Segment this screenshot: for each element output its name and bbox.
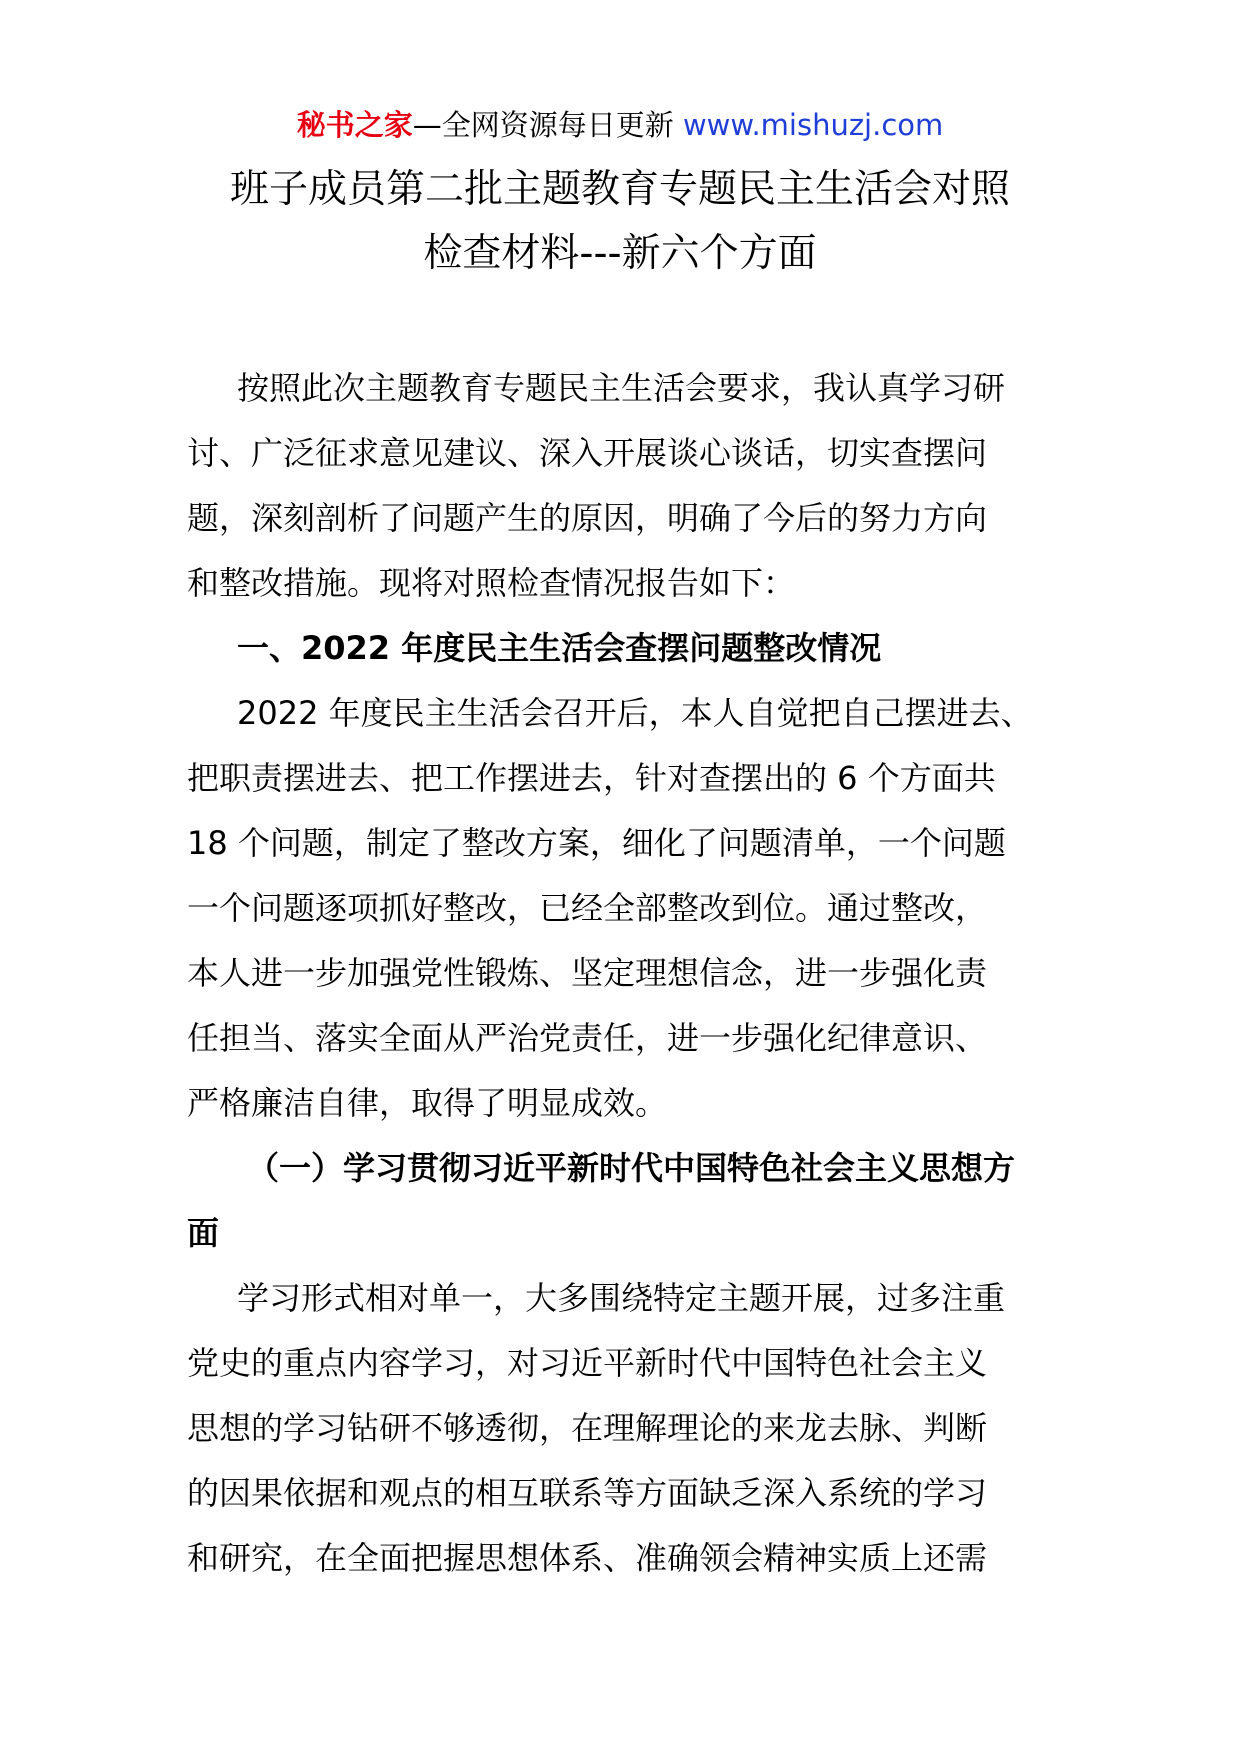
subsection-1-line-5: 和研究，在全面把握思想体系、准确领会精神实质上还需 xyxy=(187,1539,988,1577)
section-1-line-4: 一个问题逐项抓好整改，已经全部整改到位。通过整改， xyxy=(187,889,988,927)
subsection-1-line-2: 党史的重点内容学习，对习近平新时代中国特色社会主义 xyxy=(187,1344,988,1382)
section-1-line-2: 把职责摆进去、把工作摆进去，针对查摆出的 6 个方面共 xyxy=(187,759,996,797)
subsection-1-line-1: 学习形式相对单一，大多围绕特定主题开展，过多注重 xyxy=(237,1279,1006,1317)
title-line-1: 班子成员第二批主题教育专题民主生活会对照 xyxy=(229,167,1010,212)
section-1-line-1: 2022 年度民主生活会召开后，本人自觉把自己摆进去、 xyxy=(237,694,1033,732)
document-body xyxy=(187,356,1057,1591)
intro-line-1: 按照此次主题教育专题民主生活会要求，我认真学习研 xyxy=(237,369,1006,407)
section-1-line-7: 严格廉洁自律，取得了明显成效。 xyxy=(187,1084,668,1122)
site-url-link[interactable]: www.mishuzj.com xyxy=(682,108,944,142)
intro-line-4: 和整改措施。现将对照检查情况报告如下： xyxy=(187,564,796,602)
site-header xyxy=(0,100,1240,150)
subsection-1-heading-line-1: （一）学习贯彻习近平新时代中国特色社会主义思想方 xyxy=(247,1149,1016,1187)
site-brand: 秘书之家 xyxy=(296,108,413,142)
section-1-line-6: 任担当、落实全面从严治党责任，进一步强化纪律意识、 xyxy=(187,1019,988,1057)
intro-line-3: 题，深刻剖析了问题产生的原因，明确了今后的努力方向 xyxy=(187,499,988,537)
section-1-line-3: 18 个问题，制定了整改方案，细化了问题清单，一个问题 xyxy=(187,824,1006,862)
subsection-1-line-4: 的因果依据和观点的相互联系等方面缺乏深入系统的学习 xyxy=(187,1474,988,1512)
site-tagline: —全网资源每日更新 xyxy=(412,108,683,142)
title-line-2: 检查材料---新六个方面 xyxy=(423,231,817,276)
section-1-line-5: 本人进一步加强党性锻炼、坚定理想信念，进一步强化责 xyxy=(187,954,988,992)
subsection-1-heading-line-2: 面 xyxy=(187,1214,220,1252)
document-title xyxy=(150,158,1090,286)
subsection-1-line-3: 思想的学习钻研不够透彻，在理解理论的来龙去脉、判断 xyxy=(187,1409,988,1447)
section-1-heading: 一、2022 年度民主生活会查摆问题整改情况 xyxy=(237,629,882,667)
intro-line-2: 讨、广泛征求意见建议、深入开展谈心谈话，切实查摆问 xyxy=(187,434,988,472)
